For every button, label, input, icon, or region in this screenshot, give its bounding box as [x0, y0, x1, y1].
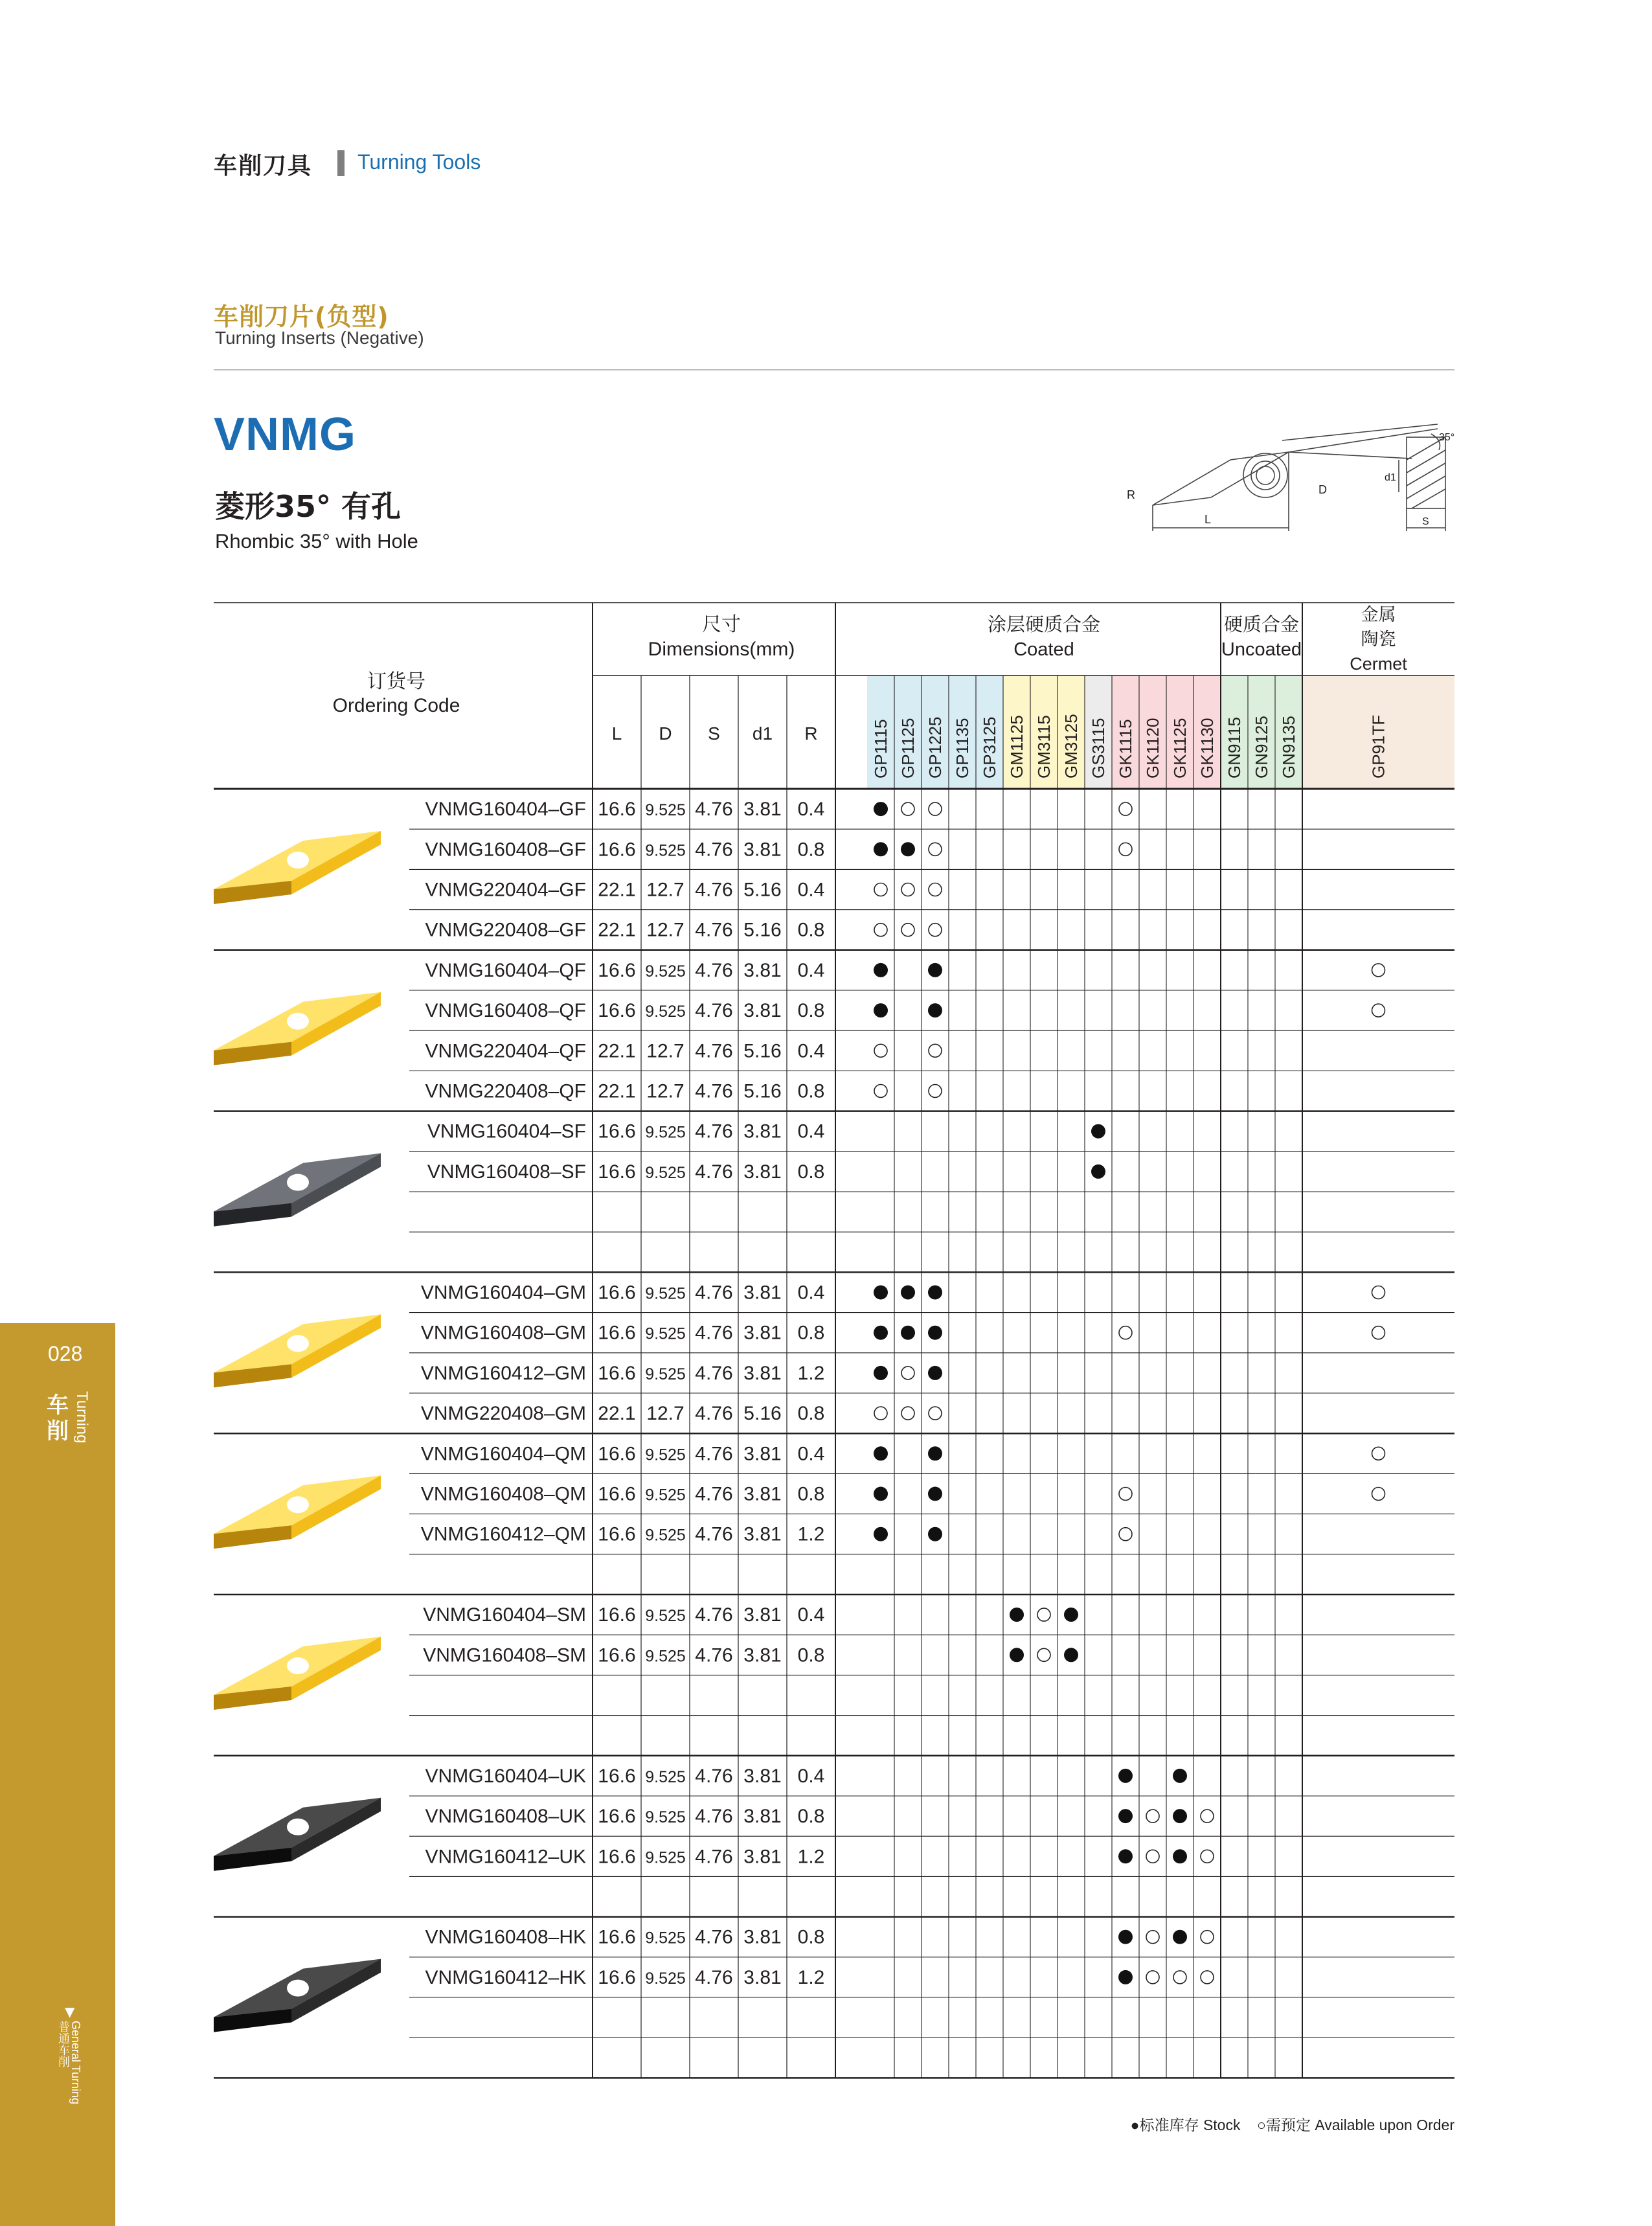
dim-value-l: 22.1: [598, 879, 636, 901]
dim-value-d1: 5.16: [743, 1040, 782, 1062]
dim-value-d: 12.7: [646, 1403, 685, 1425]
dim-value-d: 12.7: [646, 919, 685, 941]
insert-image: [214, 1153, 381, 1227]
dim-value-l: 22.1: [598, 1040, 636, 1062]
order-dot: [1119, 1488, 1132, 1501]
stock-dot: [874, 1446, 888, 1460]
dim-value-d1: 3.81: [743, 1322, 782, 1344]
order-dot: [1119, 1528, 1132, 1541]
stock-dot: [1173, 1809, 1187, 1823]
dim-value-d: 9.525: [645, 1607, 686, 1626]
ordering-code: VNMG160408–SF: [427, 1161, 586, 1183]
dim-value-l: 16.6: [598, 1443, 636, 1465]
stock-dot: [1173, 1849, 1187, 1863]
order-dot: [874, 1044, 887, 1057]
stock-dot: [874, 963, 888, 977]
dim-value-r: 0.8: [797, 839, 825, 861]
ordering-code: VNMG160408–HK: [425, 1926, 586, 1948]
stock-dot: [1118, 1930, 1133, 1944]
dim-value-l: 16.6: [598, 1161, 636, 1183]
stock-dot: [1010, 1648, 1024, 1662]
dim-value-s: 4.76: [695, 959, 733, 981]
dim-value-s: 4.76: [695, 1604, 733, 1626]
order-dot: [1037, 1608, 1050, 1621]
dim-value-d: 9.525: [645, 1767, 686, 1786]
ordering-code: VNMG160412–GM: [420, 1362, 586, 1384]
stock-dot: [1118, 1970, 1133, 1984]
product-shape-cn: 菱形35° 有孔: [215, 489, 402, 524]
grade-label: GN9135: [1279, 716, 1298, 778]
grade-label: GP91TF: [1368, 714, 1388, 778]
ordering-code: VNMG160412–HK: [425, 1966, 586, 1988]
order-dot: [929, 1044, 942, 1057]
dim-value-d: 9.525: [645, 1848, 686, 1867]
ordering-code: VNMG160404–GM: [420, 1282, 586, 1304]
legend-order: ○需预定 Available upon Order: [1257, 2117, 1454, 2133]
insert-image: [214, 831, 381, 904]
dim-value-d: 9.525: [645, 962, 686, 981]
order-dot: [874, 1407, 887, 1420]
stock-dot: [1118, 1809, 1133, 1823]
triangle-down-icon: ▼: [65, 2004, 75, 2019]
order-dot: [929, 1085, 942, 1098]
dim-value-s: 4.76: [695, 1765, 733, 1787]
stock-dot: [1064, 1607, 1078, 1622]
stock-dot: [874, 1527, 888, 1541]
product-shape-en: Rhombic 35° with Hole: [215, 530, 418, 552]
ordering-code: VNMG220404–GF: [425, 879, 586, 901]
stock-dot: [874, 842, 888, 856]
stock-dot: [928, 1003, 942, 1017]
dim-value-r: 0.8: [797, 1080, 825, 1102]
dim-value-l: 16.6: [598, 1322, 636, 1344]
stock-dot: [928, 1286, 942, 1300]
stock-dot: [1173, 1930, 1187, 1944]
ordering-code: VNMG160404–UK: [425, 1765, 586, 1787]
order-dot: [1146, 1850, 1159, 1863]
stock-dot: [1091, 1164, 1105, 1179]
dim-value-s: 4.76: [695, 1523, 733, 1545]
order-dot: [1372, 1488, 1385, 1501]
order-dot: [1173, 1971, 1186, 1984]
dim-value-s: 4.76: [695, 1403, 733, 1425]
insert-image: [214, 1798, 381, 1871]
dim-value-s: 4.76: [695, 839, 733, 861]
dim-value-d: 9.525: [645, 1365, 686, 1383]
dim-value-l: 16.6: [598, 959, 636, 981]
dim-value-d: 9.525: [645, 1486, 686, 1505]
stock-dot: [928, 963, 942, 977]
ordering-code: VNMG160408–UK: [425, 1806, 586, 1828]
dim-value-r: 1.2: [797, 1966, 825, 1988]
stock-dot: [928, 1487, 942, 1501]
ordering-code: VNMG160404–SF: [427, 1120, 586, 1142]
dim-value-r: 0.4: [797, 1120, 825, 1142]
dim-value-d1: 3.81: [743, 1000, 782, 1022]
dim-value-l: 16.6: [598, 1644, 636, 1666]
dimensions-header-en: Dimensions(mm): [648, 639, 795, 660]
side-subsection-en: General Turning: [69, 2021, 82, 2105]
dim-value-d1: 3.81: [743, 1362, 782, 1384]
stock-dot: [901, 1326, 915, 1340]
stock-dot: [1010, 1607, 1024, 1622]
grade-label: GS3115: [1089, 718, 1108, 778]
ordering-code: VNMG160408–QF: [425, 1000, 586, 1022]
dim-value-r: 0.4: [797, 1604, 825, 1626]
grade-group-header: 金属: [1361, 605, 1396, 624]
dim-value-s: 4.76: [695, 1483, 733, 1505]
diagram-label-s: S: [1422, 516, 1429, 527]
dim-value-d1: 3.81: [743, 1120, 782, 1142]
order-dot: [901, 1407, 914, 1420]
stock-dot: [1118, 1769, 1133, 1783]
grade-label: GP1225: [925, 716, 945, 778]
side-subsection-cn: 普通车削: [56, 2021, 70, 2067]
dim-value-r: 0.4: [797, 1040, 825, 1062]
order-dot: [1119, 802, 1132, 815]
ordering-code: VNMG160404–GF: [425, 799, 586, 821]
grade-label: GP1115: [871, 719, 890, 778]
order-dot: [1146, 1810, 1159, 1823]
dim-value-s: 4.76: [695, 1644, 733, 1666]
table-body: [214, 799, 1385, 2032]
dim-value-d: 12.7: [646, 1040, 685, 1062]
page-number: 028: [48, 1342, 83, 1365]
order-dot: [1119, 1326, 1132, 1339]
order-dot: [929, 843, 942, 856]
ordering-code: VNMG160408–GF: [425, 839, 586, 861]
ordering-code: VNMG160408–GM: [420, 1322, 586, 1344]
dim-value-d: 9.525: [645, 1808, 686, 1827]
dim-value-r: 1.2: [797, 1523, 825, 1545]
order-dot: [1372, 1447, 1385, 1460]
dim-value-s: 4.76: [695, 1282, 733, 1304]
order-dot: [874, 924, 887, 937]
ordering-code: VNMG220404–QF: [425, 1040, 586, 1062]
dim-value-d: 9.525: [645, 1284, 686, 1303]
dim-value-d: 9.525: [645, 1969, 686, 1988]
order-dot: [1372, 964, 1385, 977]
order-dot: [929, 1407, 942, 1420]
section-title-cn: 车削刀片(负型): [214, 302, 389, 331]
dim-value-d: 9.525: [645, 841, 686, 860]
grade-group-header-cn: 涂层硬质合金: [987, 615, 1101, 635]
dim-col-header: S: [708, 723, 720, 744]
ordering-code: VNMG160412–UK: [425, 1846, 586, 1868]
dim-value-d1: 3.81: [743, 799, 782, 821]
dim-value-r: 0.8: [797, 1322, 825, 1344]
section-title-en: Turning Inserts (Negative): [215, 328, 424, 348]
ordering-code: VNMG160404–QF: [425, 959, 586, 981]
dim-value-d: 9.525: [645, 1526, 686, 1545]
dim-value-r: 0.8: [797, 1161, 825, 1183]
dim-value-l: 16.6: [598, 1120, 636, 1142]
dim-value-r: 0.4: [797, 1443, 825, 1465]
dim-value-s: 4.76: [695, 1926, 733, 1948]
header-title-cn: 车削刀具: [214, 153, 313, 179]
dim-value-s: 4.76: [695, 1362, 733, 1384]
grade-group-header: Cermet: [1350, 654, 1407, 674]
order-dot: [901, 883, 914, 896]
dim-value-d: 12.7: [646, 1080, 685, 1102]
grade-label: GK1120: [1143, 718, 1162, 778]
ordering-code: VNMG220408–GF: [425, 919, 586, 941]
dim-value-d1: 3.81: [743, 1161, 782, 1183]
order-dot: [874, 1085, 887, 1098]
grade-group-header-en: Coated: [1013, 639, 1074, 660]
order-dot: [1037, 1648, 1050, 1661]
dim-value-d: 9.525: [645, 1324, 686, 1343]
dim-value-l: 16.6: [598, 1966, 636, 1988]
insert-image: [214, 992, 381, 1065]
diagram-label-d1: d1: [1385, 472, 1396, 483]
dim-value-r: 0.8: [797, 919, 825, 941]
stock-dot: [1118, 1849, 1133, 1863]
dimensions-header-cn: 尺寸: [702, 614, 741, 635]
dim-value-d1: 3.81: [743, 1443, 782, 1465]
side-tab-title-en: Turning: [73, 1391, 91, 1444]
grade-label: GM1125: [1007, 715, 1026, 778]
dim-value-d1: 5.16: [743, 1080, 782, 1102]
dim-value-d1: 3.81: [743, 1966, 782, 1988]
order-dot: [901, 1367, 914, 1380]
dim-value-d1: 3.81: [743, 1644, 782, 1666]
dim-value-s: 4.76: [695, 1443, 733, 1465]
dim-value-s: 4.76: [695, 1846, 733, 1868]
dim-value-l: 16.6: [598, 799, 636, 821]
dim-value-l: 16.6: [598, 1000, 636, 1022]
stock-dot: [1091, 1124, 1105, 1139]
dim-value-r: 0.8: [797, 1483, 825, 1505]
section-divider: [214, 369, 1454, 370]
dim-value-s: 4.76: [695, 1040, 733, 1062]
dim-value-r: 0.8: [797, 1644, 825, 1666]
order-dot: [1201, 1971, 1214, 1984]
dim-value-l: 16.6: [598, 1846, 636, 1868]
dim-value-s: 4.76: [695, 919, 733, 941]
diagram-label-r: R: [1127, 488, 1135, 501]
dim-value-s: 4.76: [695, 1806, 733, 1828]
dim-value-l: 22.1: [598, 1080, 636, 1102]
grade-label: GN9115: [1225, 717, 1244, 778]
dim-value-l: 16.6: [598, 1362, 636, 1384]
dim-value-d1: 3.81: [743, 1523, 782, 1545]
stock-dot: [1173, 1769, 1187, 1783]
dim-col-header: R: [804, 723, 818, 744]
legend-stock: ●标准库存 Stock: [1130, 2117, 1241, 2133]
order-dot: [929, 924, 942, 937]
ordering-code: VNMG160404–SM: [423, 1604, 586, 1626]
insert-dimension-diagram: [1127, 421, 1464, 551]
dim-col-header: L: [611, 723, 622, 744]
ordering-code: VNMG160404–QM: [420, 1443, 586, 1465]
dim-value-l: 16.6: [598, 1806, 636, 1828]
dim-value-s: 4.76: [695, 1120, 733, 1142]
dim-value-r: 0.4: [797, 799, 825, 821]
dim-value-s: 4.76: [695, 879, 733, 901]
order-dot: [1146, 1931, 1159, 1944]
grade-group-header-en: Uncoated: [1221, 639, 1302, 660]
insert-image: [214, 1314, 381, 1387]
order-dot: [1119, 843, 1132, 856]
dim-value-s: 4.76: [695, 1966, 733, 1988]
stock-dot: [874, 1286, 888, 1300]
dim-value-d1: 3.81: [743, 839, 782, 861]
order-dot: [929, 802, 942, 815]
grade-label: GP1135: [953, 718, 972, 778]
dim-value-l: 16.6: [598, 1604, 636, 1626]
product-table: [214, 602, 1454, 2092]
dim-value-d1: 5.16: [743, 879, 782, 901]
insert-image: [214, 1637, 381, 1710]
dim-col-header: d1: [752, 723, 773, 744]
dim-value-r: 1.2: [797, 1362, 825, 1384]
dim-value-r: 0.8: [797, 1926, 825, 1948]
dim-value-d: 9.525: [645, 1446, 686, 1464]
dim-value-d1: 3.81: [743, 1926, 782, 1948]
dim-value-l: 16.6: [598, 839, 636, 861]
dim-value-r: 0.4: [797, 1765, 825, 1787]
ordering-code: VNMG160408–SM: [423, 1644, 586, 1666]
dim-value-r: 0.8: [797, 1806, 825, 1828]
dim-value-l: 16.6: [598, 1926, 636, 1948]
stock-dot: [928, 1527, 942, 1541]
order-dot: [929, 883, 942, 896]
order-dot: [1201, 1850, 1214, 1863]
header-divider: [337, 150, 345, 176]
stock-dot: [874, 1003, 888, 1017]
dim-value-d1: 3.81: [743, 1483, 782, 1505]
ordering-code-header-cn: 订货号: [367, 671, 425, 692]
dim-value-d1: 3.81: [743, 959, 782, 981]
stock-dot: [874, 1366, 888, 1380]
grade-label: GK1125: [1170, 718, 1190, 778]
dim-value-d: 12.7: [646, 879, 685, 901]
stock-dot: [874, 1487, 888, 1501]
order-dot: [1201, 1931, 1214, 1944]
diagram-label-l: L: [1205, 513, 1212, 526]
dim-value-s: 4.76: [695, 1000, 733, 1022]
stock-dot: [928, 1326, 942, 1340]
ordering-code: VNMG160408–QM: [420, 1483, 586, 1505]
dim-value-l: 16.6: [598, 1765, 636, 1787]
grade-group-header: 陶瓷: [1361, 630, 1396, 649]
stock-dot: [901, 1286, 915, 1300]
dim-value-l: 16.6: [598, 1483, 636, 1505]
side-tab-title-cn: 车削: [47, 1392, 69, 1444]
grade-label: GP3125: [980, 716, 999, 778]
order-dot: [1372, 1286, 1385, 1299]
dim-value-d1: 3.81: [743, 1846, 782, 1868]
dim-col-header: D: [659, 723, 672, 744]
header-title-en: Turning Tools: [357, 150, 481, 174]
diagram-label-d: D: [1318, 483, 1327, 496]
insert-image: [214, 1959, 381, 2032]
table-grid: [214, 602, 1454, 2078]
dim-value-d1: 3.81: [743, 1806, 782, 1828]
stock-dot: [928, 1446, 942, 1460]
stock-dot: [928, 1366, 942, 1380]
legend: [1088, 2113, 1454, 2135]
dim-value-d: 9.525: [645, 1003, 686, 1021]
dim-value-l: 16.6: [598, 1282, 636, 1304]
ordering-code-header-en: Ordering Code: [332, 695, 460, 716]
dim-value-d1: 3.81: [743, 1604, 782, 1626]
dim-value-d: 9.525: [645, 1163, 686, 1182]
stock-dot: [874, 802, 888, 816]
order-dot: [1372, 1326, 1385, 1339]
dim-value-l: 16.6: [598, 1523, 636, 1545]
dim-value-l: 22.1: [598, 919, 636, 941]
dim-value-s: 4.76: [695, 1322, 733, 1344]
dim-value-r: 0.4: [797, 959, 825, 981]
grade-group-header-cn: 硬质合金: [1223, 615, 1300, 635]
dim-value-r: 0.4: [797, 879, 825, 901]
dim-value-d: 9.525: [645, 1647, 686, 1666]
dim-value-d1: 3.81: [743, 1765, 782, 1787]
dim-value-d: 9.525: [645, 1123, 686, 1142]
dim-value-s: 4.76: [695, 1161, 733, 1183]
diagram-label-angle: 35°: [1439, 432, 1455, 443]
dim-value-r: 1.2: [797, 1846, 825, 1868]
order-dot: [901, 802, 914, 815]
ordering-code: VNMG160412–QM: [420, 1523, 586, 1545]
stock-dot: [901, 842, 915, 856]
grade-label: GN9125: [1252, 716, 1271, 778]
dim-value-s: 4.76: [695, 1080, 733, 1102]
dim-value-r: 0.8: [797, 1403, 825, 1425]
dim-value-d1: 5.16: [743, 919, 782, 941]
dim-value-d: 9.525: [645, 1929, 686, 1948]
dim-value-d1: 5.16: [743, 1403, 782, 1425]
order-dot: [1372, 1004, 1385, 1017]
order-dot: [901, 924, 914, 937]
dim-value-s: 4.76: [695, 799, 733, 821]
dim-value-r: 0.4: [797, 1282, 825, 1304]
dim-value-r: 0.8: [797, 1000, 825, 1022]
grade-label: GK1130: [1197, 718, 1217, 778]
grade-label: GM3115: [1034, 715, 1054, 778]
grade-label: GK1115: [1116, 719, 1135, 778]
grade-label: GP1125: [898, 718, 918, 778]
order-dot: [874, 883, 887, 896]
ordering-code: VNMG220408–GM: [420, 1403, 586, 1425]
dim-value-d1: 3.81: [743, 1282, 782, 1304]
order-dot: [1201, 1810, 1214, 1823]
stock-dot: [874, 1326, 888, 1340]
dim-value-d: 9.525: [645, 801, 686, 820]
dim-value-l: 22.1: [598, 1403, 636, 1425]
order-dot: [1146, 1971, 1159, 1984]
product-code: VNMG: [214, 409, 356, 460]
grade-label: GM3125: [1061, 714, 1081, 778]
ordering-code: VNMG220408–QF: [425, 1080, 586, 1102]
side-tab: [0, 1323, 115, 2226]
stock-dot: [1064, 1648, 1078, 1662]
insert-image: [214, 1475, 381, 1549]
